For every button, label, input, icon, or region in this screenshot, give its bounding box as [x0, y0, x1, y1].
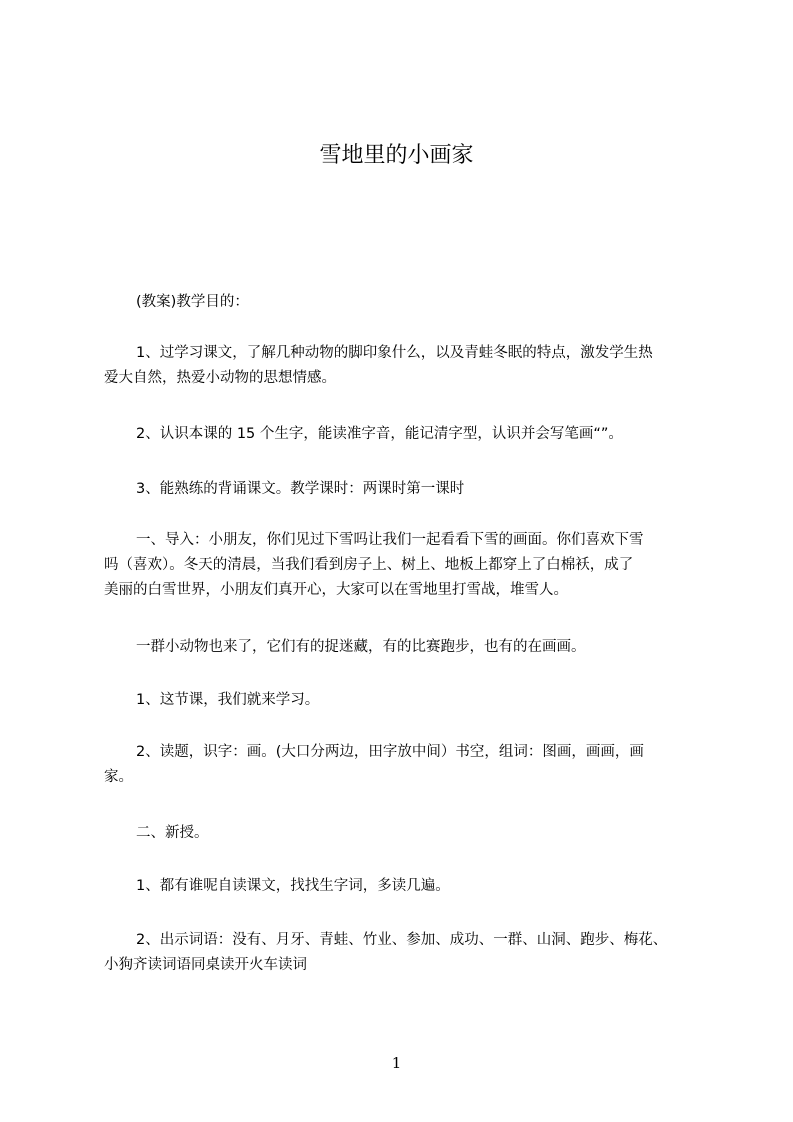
paragraph-introduction	[104, 528, 714, 603]
paragraph-line: 爱大自然，热爱小动物的思想情感。	[104, 370, 336, 386]
paragraph-line: 一群小动物也来了，它们有的捉迷藏，有的比赛跑步，也有的在画画。	[136, 639, 586, 655]
paragraph-line: 美丽的白雪世界，小朋友们真开心，大家可以在雪地里打雪战，堆雪人。	[104, 582, 568, 598]
paragraph-line: 二、新授。	[136, 825, 209, 841]
paragraph-line: 2、认识本课的 15 个生字，能读准字音，能记清字型，认识并会写笔画“”。	[136, 426, 623, 442]
paragraph-line: 吗（喜欢）。冬天的清晨，当我们看到房子上、树上、地板上都穿上了白棉袄，成了	[104, 557, 634, 573]
paragraph-line: 家。	[104, 769, 133, 785]
paragraph-new-lesson-1	[104, 874, 714, 899]
paragraph-goal-2	[104, 422, 714, 447]
paragraph-line: (教案)教学目的：	[136, 294, 249, 310]
paragraph-goal-1	[104, 341, 714, 391]
paragraph-line: 一、导入：小朋友，你们见过下雪吗让我们一起看看下雪的画面。你们喜欢下雪	[136, 532, 644, 548]
page-number: 1	[391, 1054, 402, 1072]
paragraph-step-1	[104, 688, 714, 713]
paragraph-new-lesson-2	[104, 928, 714, 978]
paragraph-line: 1、这节课，我们就来学习。	[136, 692, 320, 708]
paragraph-line: 3、能熟练的背诵课文。教学课时：两课时第一课时	[136, 481, 465, 497]
paragraph-line: 小狗齐读词语同桌读开火车读词	[104, 957, 307, 973]
paragraph-animals	[104, 635, 714, 660]
paragraph-line: 2、读题，识字：画。(大口分两边，田字放中间）书空，组词：图画，画画，画	[136, 744, 644, 760]
paragraph-line: 1、都有谁呢自读课文，找找生字词，多读几遍。	[136, 878, 450, 894]
paragraph-step-2	[104, 740, 714, 790]
paragraph-teaching-goals-heading	[104, 290, 714, 315]
paragraph-line: 1、过学习课文，了解几种动物的脚印象什么，以及青蛙冬眠的特点，激发学生热	[136, 345, 653, 361]
paragraph-new-lesson-heading	[104, 821, 714, 846]
paragraph-goal-3	[104, 477, 714, 502]
page-title: 雪地里的小画家	[319, 143, 474, 168]
paragraph-line: 2、出示词语：没有、月牙、青蛙、竹业、参加、成功、一群、山洞、跑步、梅花、	[136, 932, 668, 948]
